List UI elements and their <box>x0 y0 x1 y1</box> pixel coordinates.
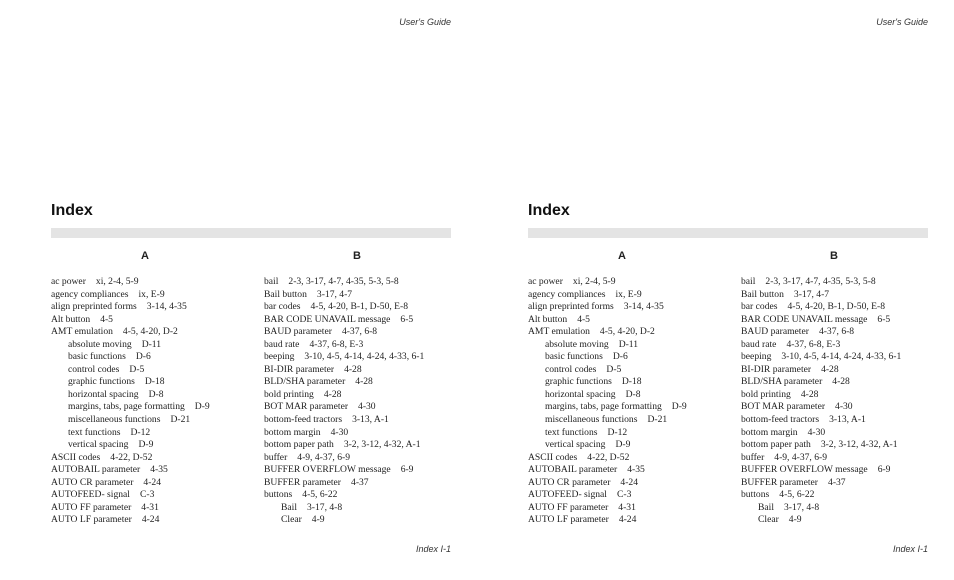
index-page-refs: 4-37 <box>351 476 369 488</box>
index-page-refs: D-8 <box>148 388 164 400</box>
index-term: text functions <box>68 426 121 438</box>
index-entry <box>741 326 901 339</box>
index-term: buttons <box>264 489 293 501</box>
index-term: Alt button <box>528 313 568 325</box>
index-term: baud rate <box>264 338 300 350</box>
index-term: buffer <box>264 451 288 463</box>
index-page-refs: 4-24 <box>620 476 639 488</box>
index-term: Bail <box>758 501 774 513</box>
index-entry <box>264 339 424 352</box>
index-term: ac power <box>51 276 86 287</box>
index-page-refs: 4-31 <box>141 501 159 513</box>
index-subentry <box>528 389 687 402</box>
index-entry <box>51 464 210 477</box>
index-page-refs: D-6 <box>135 351 151 363</box>
index-subentry <box>528 376 687 389</box>
running-header: User's Guide <box>876 17 928 27</box>
index-entry <box>741 364 901 377</box>
index-entry <box>528 514 687 527</box>
index-term: ac power <box>528 276 563 287</box>
index-entry <box>264 314 424 327</box>
index-term: horizontal spacing <box>68 388 139 400</box>
index-page-refs: 2-3, 3-17, 4-7, 4-35, 5-3, 5-8 <box>288 276 399 287</box>
index-page-refs: D-6 <box>612 351 628 363</box>
index-term: AUTOFEED- signal <box>528 489 607 501</box>
index-term: align preprinted forms <box>51 301 137 313</box>
page-footer: Index I-1 <box>415 544 451 554</box>
index-entry <box>741 464 901 477</box>
index-term: margins, tabs, page formatting <box>545 401 662 413</box>
section-letter-b: B <box>353 250 361 262</box>
index-term: BOT MAR parameter <box>264 401 349 413</box>
index-page-refs: C-3 <box>616 489 632 501</box>
index-page-refs: 4-24 <box>143 476 162 488</box>
index-column-a <box>51 276 210 527</box>
index-subentry <box>528 427 687 440</box>
index-page-refs: 4-5, 4-20, B-1, D-50, E-8 <box>787 301 886 313</box>
index-column-a <box>528 276 687 527</box>
index-subentry <box>528 401 687 414</box>
index-page-refs: D-18 <box>621 376 642 388</box>
index-term: bottom paper path <box>264 439 334 451</box>
index-entry <box>264 439 424 452</box>
index-page-refs: D-21 <box>647 414 668 426</box>
index-entry <box>51 301 210 314</box>
index-page-refs: ix, E-9 <box>138 288 165 300</box>
index-page-refs: C-3 <box>139 489 155 501</box>
index-page-refs: D-9 <box>671 401 687 413</box>
index-page-refs: D-21 <box>170 414 191 426</box>
index-entry <box>51 452 210 465</box>
index-page-refs: D-5 <box>606 363 622 375</box>
index-term: AUTOFEED- signal <box>51 489 130 501</box>
index-column-b <box>741 276 901 527</box>
page-title: Index <box>51 202 93 219</box>
index-page-refs: 4-28 <box>800 388 819 400</box>
index-subentry <box>51 364 210 377</box>
index-entry <box>528 326 687 339</box>
index-page-refs: 3-17, 4-8 <box>784 501 820 513</box>
index-term: BAUD parameter <box>741 326 809 338</box>
index-entry <box>264 489 424 502</box>
index-page-refs: 4-5, 6-22 <box>302 489 338 501</box>
index-entry <box>741 339 901 352</box>
index-entry <box>528 477 687 490</box>
index-entry <box>264 364 424 377</box>
index-term: Bail <box>281 501 297 513</box>
index-page-refs: 6-9 <box>877 464 891 476</box>
index-term: agency compliances <box>51 288 129 300</box>
index-term: beeping <box>264 351 295 363</box>
index-page-refs: 4-31 <box>618 501 636 513</box>
index-term: BLD/SHA parameter <box>741 376 823 388</box>
index-page-refs: 4-37, 6-8 <box>818 326 855 338</box>
index-page-refs: 2-3, 3-17, 4-7, 4-35, 5-3, 5-8 <box>765 276 876 287</box>
index-subentry <box>51 339 210 352</box>
index-page-refs: 3-13, A-1 <box>829 414 866 426</box>
index-term: AUTO CR parameter <box>51 476 134 488</box>
index-page-refs: 4-22, D-52 <box>110 451 153 463</box>
index-entry <box>741 489 901 502</box>
index-page-refs: 4-5, 6-22 <box>779 489 815 501</box>
index-entry <box>528 502 687 515</box>
index-entry <box>741 439 901 452</box>
index-page-refs: 4-37, 6-8 <box>341 326 378 338</box>
section-letter-a: A <box>618 250 626 262</box>
index-term: horizontal spacing <box>545 388 616 400</box>
index-term: ASCII codes <box>528 451 578 463</box>
index-entry <box>741 427 901 440</box>
index-subentry <box>51 401 210 414</box>
index-term: baud rate <box>741 338 777 350</box>
index-page-refs: xi, 2-4, 5-9 <box>95 276 139 287</box>
title-rule <box>51 228 451 238</box>
index-term: vertical spacing <box>545 439 606 451</box>
index-page-refs: 4-35 <box>150 464 168 476</box>
index-page-refs: 4-28 <box>323 388 342 400</box>
index-subentry <box>51 351 210 364</box>
index-subentry <box>528 439 687 452</box>
index-entry <box>264 389 424 402</box>
index-term: absolute moving <box>68 338 132 350</box>
index-page-refs: 4-5, 4-20, D-2 <box>122 326 178 338</box>
index-term: Clear <box>758 514 779 526</box>
index-term: BAR CODE UNAVAIL message <box>264 313 391 325</box>
index-entry <box>741 389 901 402</box>
index-subentry <box>51 389 210 402</box>
index-page-refs: 4-9, 4-37, 6-9 <box>297 451 351 463</box>
index-term: BI-DIR parameter <box>264 363 335 375</box>
index-page-refs: 4-9, 4-37, 6-9 <box>774 451 828 463</box>
index-term: BI-DIR parameter <box>741 363 812 375</box>
index-page-right <box>477 0 954 580</box>
index-entry <box>528 276 687 289</box>
index-entry <box>264 452 424 465</box>
index-page-refs: 3-10, 4-5, 4-14, 4-24, 4-33, 6-1 <box>304 351 425 363</box>
index-subentry <box>51 427 210 440</box>
index-entry <box>741 477 901 490</box>
index-entry <box>51 477 210 490</box>
index-page-refs: 4-5, 4-20, B-1, D-50, E-8 <box>310 301 409 313</box>
index-page-refs: ix, E-9 <box>615 288 642 300</box>
index-subentry <box>528 351 687 364</box>
index-term: AUTO CR parameter <box>528 476 611 488</box>
index-entry <box>528 314 687 327</box>
index-page-refs: D-9 <box>194 401 210 413</box>
index-term: AMT emulation <box>51 326 113 338</box>
index-term: AUTOBAIL parameter <box>51 464 141 476</box>
index-entry <box>264 301 424 314</box>
index-entry <box>264 289 424 302</box>
section-letter-b: B <box>830 250 838 262</box>
index-term: BAUD parameter <box>264 326 332 338</box>
index-entry <box>264 414 424 427</box>
index-entry <box>264 427 424 440</box>
index-entry <box>528 289 687 302</box>
index-entry <box>528 464 687 477</box>
index-term: buttons <box>741 489 770 501</box>
index-entry <box>741 452 901 465</box>
index-page-refs: D-11 <box>618 338 639 350</box>
index-entry <box>741 351 901 364</box>
index-entry <box>264 326 424 339</box>
index-term: AUTO LF parameter <box>51 514 132 526</box>
index-subentry <box>528 339 687 352</box>
index-page-refs: D-5 <box>129 363 145 375</box>
index-term: buffer <box>741 451 765 463</box>
index-term: Alt button <box>51 313 91 325</box>
index-term: bar codes <box>264 301 301 313</box>
index-term: Bail button <box>264 288 307 300</box>
index-page-refs: 3-17, 4-8 <box>307 501 343 513</box>
index-term: Clear <box>281 514 302 526</box>
index-subentry <box>51 376 210 389</box>
index-page-refs: 6-5 <box>877 313 891 325</box>
index-term: AMT emulation <box>528 326 590 338</box>
index-subentry <box>528 414 687 427</box>
index-page-refs: 3-2, 3-12, 4-32, A-1 <box>343 439 421 451</box>
index-term: basic functions <box>68 351 126 363</box>
index-page-refs: D-12 <box>130 426 151 438</box>
index-page-refs: 3-10, 4-5, 4-14, 4-24, 4-33, 6-1 <box>781 351 902 363</box>
index-page-refs: 4-37, 6-8, E-3 <box>786 338 841 350</box>
index-entry <box>741 289 901 302</box>
index-subentry <box>741 502 901 515</box>
index-page-refs: 4-5 <box>100 313 113 325</box>
index-term: absolute moving <box>545 338 609 350</box>
index-page-refs: 4-28 <box>344 363 362 375</box>
index-page-refs: 3-14, 4-35 <box>146 301 187 313</box>
index-term: BUFFER OVERFLOW message <box>741 464 868 476</box>
index-term: AUTO FF parameter <box>528 501 609 513</box>
index-page-refs: 4-9 <box>311 514 325 526</box>
index-entry <box>528 452 687 465</box>
index-page-refs: 4-30 <box>330 426 349 438</box>
index-entry <box>528 489 687 502</box>
index-page-refs: D-9 <box>138 439 154 451</box>
index-page-refs: 4-28 <box>821 363 839 375</box>
index-entry <box>264 376 424 389</box>
index-term: bail <box>741 276 756 287</box>
index-page-refs: D-12 <box>607 426 628 438</box>
index-entry <box>741 314 901 327</box>
index-term: vertical spacing <box>68 439 129 451</box>
index-entry <box>51 489 210 502</box>
index-term: BOT MAR parameter <box>741 401 826 413</box>
index-page-refs: 3-13, A-1 <box>352 414 389 426</box>
page-footer: Index I-1 <box>892 544 928 554</box>
index-entry <box>264 351 424 364</box>
index-page-refs: 6-5 <box>400 313 414 325</box>
index-entry <box>51 502 210 515</box>
index-page-refs: 3-2, 3-12, 4-32, A-1 <box>820 439 898 451</box>
index-entry <box>51 326 210 339</box>
index-term: ASCII codes <box>51 451 101 463</box>
index-page-refs: 4-9 <box>788 514 802 526</box>
index-subentry <box>741 514 901 527</box>
index-term: control codes <box>68 363 120 375</box>
index-term: AUTO LF parameter <box>528 514 609 526</box>
index-page-refs: 3-17, 4-7 <box>793 288 830 300</box>
index-term: agency compliances <box>528 288 606 300</box>
index-subentry <box>264 514 424 527</box>
index-entry <box>528 301 687 314</box>
index-term: BUFFER parameter <box>264 476 342 488</box>
index-term: basic functions <box>545 351 603 363</box>
index-entry <box>741 276 901 289</box>
index-page-refs: D-8 <box>625 388 641 400</box>
index-page-refs: 4-28 <box>832 376 850 388</box>
index-page-refs: 4-30 <box>807 426 826 438</box>
index-entry <box>741 376 901 389</box>
index-subentry <box>264 502 424 515</box>
index-term: BUFFER OVERFLOW message <box>264 464 391 476</box>
index-page-refs: D-18 <box>144 376 165 388</box>
index-entry <box>741 414 901 427</box>
index-term: Bail button <box>741 288 784 300</box>
index-term: bottom margin <box>741 426 798 438</box>
index-term: bottom-feed tractors <box>264 414 343 426</box>
index-column-b <box>264 276 424 527</box>
index-page-refs: D-11 <box>141 338 162 350</box>
index-page-refs: 3-17, 4-7 <box>316 288 353 300</box>
index-term: AUTOBAIL parameter <box>528 464 618 476</box>
index-term: bar codes <box>741 301 778 313</box>
index-entry <box>264 477 424 490</box>
index-term: text functions <box>545 426 598 438</box>
index-entry <box>264 276 424 289</box>
index-term: miscellaneous functions <box>68 414 161 426</box>
index-term: BLD/SHA parameter <box>264 376 346 388</box>
index-term: graphic functions <box>545 376 612 388</box>
index-entry <box>51 289 210 302</box>
index-entry <box>51 314 210 327</box>
index-page-refs: 6-9 <box>400 464 414 476</box>
index-term: BUFFER parameter <box>741 476 819 488</box>
index-entry <box>51 276 210 289</box>
index-page-refs: 4-22, D-52 <box>587 451 630 463</box>
index-page-refs: xi, 2-4, 5-9 <box>572 276 616 287</box>
index-term: control codes <box>545 363 597 375</box>
section-letter-a: A <box>141 250 149 262</box>
index-page-refs: 4-5, 4-20, D-2 <box>599 326 655 338</box>
index-page-refs: 4-5 <box>577 313 590 325</box>
index-page-refs: 4-28 <box>355 376 373 388</box>
index-term: beeping <box>741 351 772 363</box>
index-page-refs: 4-35 <box>627 464 645 476</box>
index-entry <box>741 401 901 414</box>
index-term: align preprinted forms <box>528 301 614 313</box>
index-subentry <box>51 414 210 427</box>
index-page-refs: 4-24 <box>618 514 637 526</box>
index-term: bold printing <box>264 388 314 400</box>
index-term: margins, tabs, page formatting <box>68 401 185 413</box>
index-entry <box>264 464 424 477</box>
index-page-refs: 4-37, 6-8, E-3 <box>309 338 364 350</box>
index-page-refs: 4-37 <box>828 476 846 488</box>
index-entry <box>264 401 424 414</box>
index-term: graphic functions <box>68 376 135 388</box>
index-term: bottom paper path <box>741 439 811 451</box>
index-term: bold printing <box>741 388 791 400</box>
title-rule <box>528 228 928 238</box>
index-page-refs: 4-24 <box>141 514 160 526</box>
index-subentry <box>528 364 687 377</box>
index-subentry <box>51 439 210 452</box>
index-page-refs: 4-30 <box>358 401 376 413</box>
index-term: BAR CODE UNAVAIL message <box>741 313 868 325</box>
index-term: AUTO FF parameter <box>51 501 132 513</box>
index-entry <box>51 514 210 527</box>
index-term: bottom-feed tractors <box>741 414 820 426</box>
index-term: bail <box>264 276 279 287</box>
index-entry <box>741 301 901 314</box>
index-term: miscellaneous functions <box>545 414 638 426</box>
page-title: Index <box>528 202 570 219</box>
index-page-refs: 3-14, 4-35 <box>623 301 664 313</box>
index-term: bottom margin <box>264 426 321 438</box>
index-page-refs: 4-30 <box>835 401 853 413</box>
running-header: User's Guide <box>399 17 451 27</box>
index-page-refs: D-9 <box>615 439 631 451</box>
